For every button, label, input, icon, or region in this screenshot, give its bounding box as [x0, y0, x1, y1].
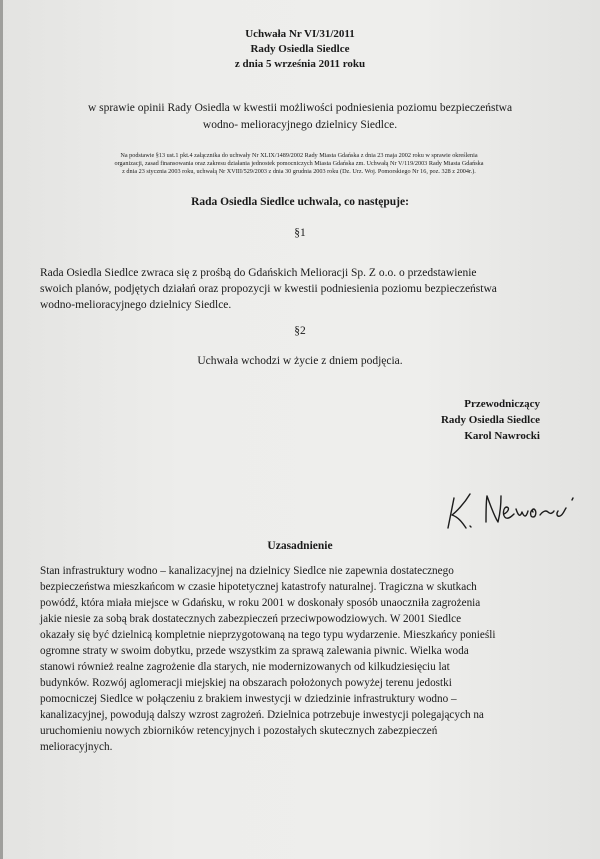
section-1-text [40, 265, 580, 313]
justification-line: budynków. Rozwój aglomeracji miejskiej na obszarach położonych powyżej terenu jedostki [40, 677, 452, 689]
legal-basis-line-3: z dnia 23 stycznia 2003 roku, uchwałą Nr XVIII/529/2003 z dnia 30 grudnia 2003 roku (Dz. Urz. Woj. Pomorskiego Nr 16, poz. 328 z 2004r.). [122, 168, 476, 175]
subject-line-1: w sprawie opinii Rady Osiedla w kwestii możliwości podniesienia poziomu bezpieczeństwa [87, 102, 513, 114]
justification-line: okazały się być dzielnicą kompletnie nieprzygotowaną na tego typu wydarzenie. Mieszkańcy ponieśli [40, 629, 496, 641]
section-1-line-2: swoich planów, podjętych działań oraz propozycji w kwestii podniesienia poziomu bezpieczeństwa [40, 283, 497, 295]
justification-heading: Uzasadnienie [267, 540, 333, 552]
justification-line: kanalizacyjnej, powodują dalszy wzrost zagrożeń. Dzielnica potrzebuje inwestycji polegających na [40, 709, 484, 721]
signatory-body: Rady Osiedla Siedlce [440, 414, 540, 426]
section-2-text: Uchwała wchodzi w życie z dniem podjęcia. [197, 355, 403, 367]
page-edge-shadow [0, 0, 3, 859]
resolution-date: z dnia 5 września 2011 roku [234, 58, 366, 70]
justification-line: ogromne straty w swoim dobytku, przede wszystkim za sprawą zalewania piwnic. Wielka woda [40, 645, 469, 657]
resolution-header [150, 27, 450, 72]
justification-body [40, 563, 585, 755]
signatory-role: Przewodniczący [464, 398, 540, 410]
section-1-mark: §1 [294, 227, 306, 239]
justification-line: melioracyjnych. [40, 741, 113, 753]
legal-basis-line-1: Na podstawie §13 ust.1 pkt.4 załącznika do uchwały Nr XLIX/1489/2002 Rady Miasta Gdańska z dnia 23 maja 2002 roku w sprawie określenia [120, 152, 478, 159]
justification-line: powódź, która miała miejsce w Gdańsku, w roku 2001 w doskonały sposób unaoczniła zagrożenia [40, 597, 481, 609]
legal-basis [34, 152, 564, 176]
signatory-name: Karol Nawrocki [464, 430, 540, 442]
council-name: Rady Osiedla Siedlce [250, 43, 350, 55]
section-1-line-1: Rada Osiedla Siedlce zwraca się z prośbą do Gdańskich Melioracji Sp. Z o.o. o przedstawienie [40, 267, 477, 279]
justification-line: uruchomieniu nowych zbiorników retencyjnych i pozostałych skutecznych zabezpieczeń [40, 725, 438, 737]
justification-line: stanowi również realne zagrożenie dla starych, nie modernizowanych od kilkudziesięciu lat [40, 661, 450, 673]
legal-basis-line-2: organizacji, zasad finansowania oraz zakresu działania jednostek pomocniczych Miasta Gdańska zm. Uchwałą Nr V/119/2003 Rady Miasta Gdańska [114, 160, 484, 167]
signature-drawing [440, 484, 590, 534]
resolution-subject [40, 100, 560, 134]
justification-line: bezpieczeństwa mieszkańcom w czasie hipotetycznej katastrofy naturalnej. Tragiczna w skutkach [40, 581, 477, 593]
justification-line: pomocniczej Siedlce w połączeniu z brakiem inwestycji w dziedzinie infrastruktury wodno – [40, 693, 457, 705]
resolves-heading: Rada Osiedla Siedlce uchwala, co następuje: [191, 196, 409, 208]
section-2-mark: §2 [294, 325, 306, 337]
section-1-line-3: wodno-melioracyjnego dzielnicy Siedlce. [40, 299, 232, 311]
subject-line-2: wodno- melioracyjnego dzielnicy Siedlce. [202, 119, 398, 131]
justification-line: Stan infrastruktury wodno – kanalizacyjnej na dzielnicy Siedlce nie zapewnia dostatecznego [40, 565, 454, 577]
signatory-block [340, 396, 540, 444]
resolution-number: Uchwała Nr VI/31/2011 [245, 28, 355, 40]
justification-line: jakie niesie za sobą brak dostatecznych zabezpieczeń przeciwpowodziowych. W 2001 Siedlce [40, 613, 462, 625]
handwritten-signature [440, 484, 590, 534]
